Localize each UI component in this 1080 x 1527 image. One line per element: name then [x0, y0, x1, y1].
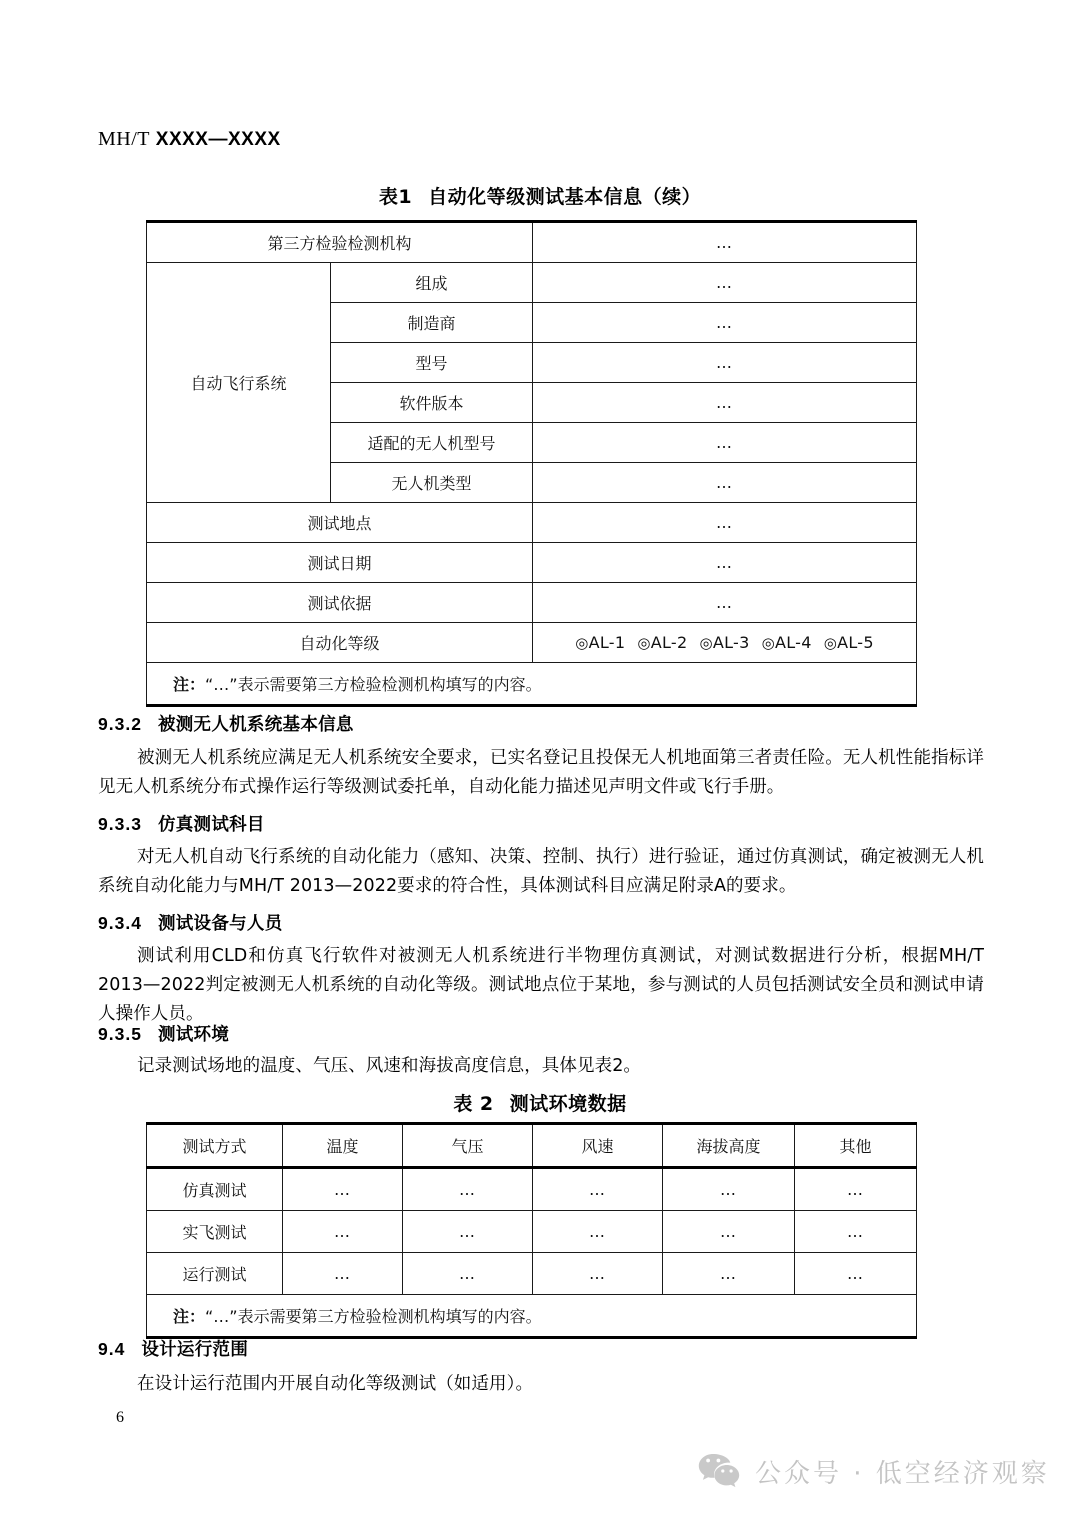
table2-header-row — [147, 1124, 917, 1168]
column-header-altitude: 海拔高度 — [663, 1124, 795, 1168]
cell-compatible-uav-model-label: 适配的无人机型号 — [331, 423, 533, 463]
cell-composition-value: … — [533, 263, 917, 303]
cell-value: … — [533, 1168, 663, 1211]
cell-third-party-agency-label: 第三方检验检测机构 — [147, 222, 533, 263]
column-header-other: 其他 — [795, 1124, 917, 1168]
table-row — [147, 1253, 917, 1295]
section-title-9-4: 设计运行范围 — [141, 1340, 249, 1360]
section-title-9-3-3: 仿真测试科目 — [157, 815, 265, 835]
radio-option-al-2[interactable] — [637, 633, 687, 652]
cell-auto-flight-system-group-label: 自动飞行系统 — [147, 263, 331, 503]
cell-value: … — [663, 1168, 795, 1211]
cell-test-location-value: … — [533, 503, 917, 543]
section-number-9-3-3: 9.3.3 — [98, 814, 142, 834]
cell-value: … — [663, 1211, 795, 1253]
cell-test-date-value: … — [533, 543, 917, 583]
cell-value: … — [663, 1253, 795, 1295]
cell-value: … — [283, 1253, 403, 1295]
section-number-9-3-5: 9.3.5 — [98, 1024, 142, 1044]
cell-software-version-value: … — [533, 383, 917, 423]
radio-circle-icon: ◎ — [761, 634, 775, 652]
section-heading-9-3-3 — [98, 811, 265, 836]
table-row — [147, 503, 917, 543]
column-header-temperature: 温度 — [283, 1124, 403, 1168]
section-number-9-3-4: 9.3.4 — [98, 913, 142, 933]
automation-level-options — [533, 623, 917, 663]
table1-note-prefix: 注： — [173, 675, 206, 694]
standard-code-body: XXXX—XXXX — [155, 129, 281, 150]
cell-method-operation: 运行测试 — [147, 1253, 283, 1295]
radio-circle-icon: ◎ — [823, 634, 838, 652]
section-body-9-3-4: 测试利用CLD和仿真飞行软件对被测无人机系统进行半物理仿真测试，对测试数据进行分析，根据MH/T 2013—2022判定被测无人机系统的自动化等级。测试地点位于某地，参与测试的人员包括测试安全员和测试申请人操作人员。 — [98, 946, 984, 1024]
table-row — [147, 1168, 917, 1211]
section-title-9-3-2: 被测无人机系统基本信息 — [157, 715, 354, 735]
cell-value: … — [795, 1168, 917, 1211]
cell-value: … — [533, 1253, 663, 1295]
table-test-environment-data — [146, 1122, 917, 1339]
table-row — [147, 543, 917, 583]
cell-model-value: … — [533, 343, 917, 383]
table2-note — [147, 1295, 917, 1338]
table-row — [147, 263, 917, 303]
cell-manufacturer-value: … — [533, 303, 917, 343]
radio-circle-icon: ◎ — [699, 634, 713, 652]
column-header-wind-speed: 风速 — [533, 1124, 663, 1168]
section-body-9-4: 在设计运行范围内开展自动化等级测试（如适用）。 — [137, 1374, 534, 1394]
table1-caption — [0, 182, 1080, 209]
watermark — [697, 1452, 1050, 1490]
cell-test-location-label: 测试地点 — [147, 503, 533, 543]
table1-note — [147, 663, 917, 706]
table-row — [147, 583, 917, 623]
cell-uav-type-value: … — [533, 463, 917, 503]
radio-circle-icon: ◎ — [575, 634, 589, 652]
cell-test-date-label: 测试日期 — [147, 543, 533, 583]
radio-option-al-5[interactable] — [824, 633, 874, 652]
section-title-9-3-5: 测试环境 — [157, 1025, 230, 1045]
wechat-icon — [697, 1452, 741, 1490]
cell-software-version-label: 软件版本 — [331, 383, 533, 423]
table1-caption-title: 自动化等级测试基本信息（续） — [428, 186, 702, 208]
table-note-row — [147, 1295, 917, 1338]
section-body-9-3-2: 被测无人机系统应满足无人机系统安全要求，已实名登记且投保无人机地面第三者责任险。无人机性能指标详见无人机系统分布式操作运行等级测试委托单，自动化能力描述见声明文件或飞行手册。 — [98, 748, 984, 797]
column-header-method: 测试方式 — [147, 1124, 283, 1168]
cell-value: … — [283, 1211, 403, 1253]
watermark-text: 公众号 · 低空经济观察 — [755, 1458, 1050, 1489]
page-number: 6 — [116, 1409, 124, 1426]
table2-note-text: “…”表示需要第三方检验检测机构填写的内容。 — [205, 1307, 542, 1326]
cell-uav-type-label: 无人机类型 — [331, 463, 533, 503]
section-body-9-3-5: 记录测试场地的温度、气压、风速和海拔高度信息，具体见表2。 — [137, 1056, 642, 1076]
section-number-9-3-2: 9.3.2 — [98, 714, 142, 734]
table2-caption-title: 测试环境数据 — [509, 1093, 627, 1115]
cell-test-basis-label: 测试依据 — [147, 583, 533, 623]
table-note-row — [147, 663, 917, 706]
cell-value: … — [533, 1211, 663, 1253]
radio-option-al-1[interactable] — [575, 633, 625, 652]
table-row — [147, 222, 917, 263]
section-number-9-4: 9.4 — [98, 1339, 126, 1359]
radio-label-al-3: AL-3 — [712, 633, 750, 652]
table1-note-text: “…”表示需要第三方检验检测机构填写的内容。 — [205, 675, 542, 694]
standard-code-prefix: MH/T — [98, 128, 150, 150]
cell-manufacturer-label: 制造商 — [331, 303, 533, 343]
cell-automation-level-label: 自动化等级 — [147, 623, 533, 663]
radio-label-al-4: AL-4 — [774, 633, 812, 652]
cell-compatible-uav-model-value: … — [533, 423, 917, 463]
cell-third-party-agency-value: … — [533, 222, 917, 263]
table-automation-level-basic-info — [146, 220, 917, 707]
radio-circle-icon: ◎ — [637, 634, 651, 652]
radio-label-al-2: AL-2 — [650, 633, 688, 652]
radio-option-al-4[interactable] — [762, 633, 812, 652]
radio-label-al-5: AL-5 — [837, 633, 874, 652]
running-header — [98, 128, 281, 151]
section-heading-9-4 — [98, 1336, 248, 1361]
section-title-9-3-4: 测试设备与人员 — [157, 914, 283, 934]
cell-value: … — [403, 1211, 533, 1253]
cell-value: … — [403, 1168, 533, 1211]
cell-model-label: 型号 — [331, 343, 533, 383]
table-row — [147, 623, 917, 663]
table-row — [147, 1211, 917, 1253]
section-heading-9-3-4 — [98, 910, 283, 935]
cell-method-simulation: 仿真测试 — [147, 1168, 283, 1211]
cell-value: … — [795, 1211, 917, 1253]
table2-caption — [0, 1089, 1080, 1116]
radio-label-al-1: AL-1 — [588, 633, 626, 652]
cell-test-basis-value: … — [533, 583, 917, 623]
table1-caption-number: 表1 — [378, 186, 413, 208]
section-heading-9-3-5 — [98, 1021, 229, 1046]
section-heading-9-3-2 — [98, 711, 354, 736]
table2-caption-number: 表 2 — [453, 1093, 494, 1115]
column-header-pressure: 气压 — [403, 1124, 533, 1168]
cell-value: … — [795, 1253, 917, 1295]
radio-option-al-3[interactable] — [699, 633, 749, 652]
cell-value: … — [403, 1253, 533, 1295]
cell-composition-label: 组成 — [331, 263, 533, 303]
cell-value: … — [283, 1168, 403, 1211]
section-body-9-3-3: 对无人机自动飞行系统的自动化能力（感知、决策、控制、执行）进行验证，通过仿真测试，确定被测无人机系统自动化能力与MH/T 2013—2022要求的符合性，具体测试科目应满足附录A的要求。 — [98, 847, 984, 896]
table2-note-prefix: 注： — [173, 1307, 206, 1326]
cell-method-real-flight: 实飞测试 — [147, 1211, 283, 1253]
